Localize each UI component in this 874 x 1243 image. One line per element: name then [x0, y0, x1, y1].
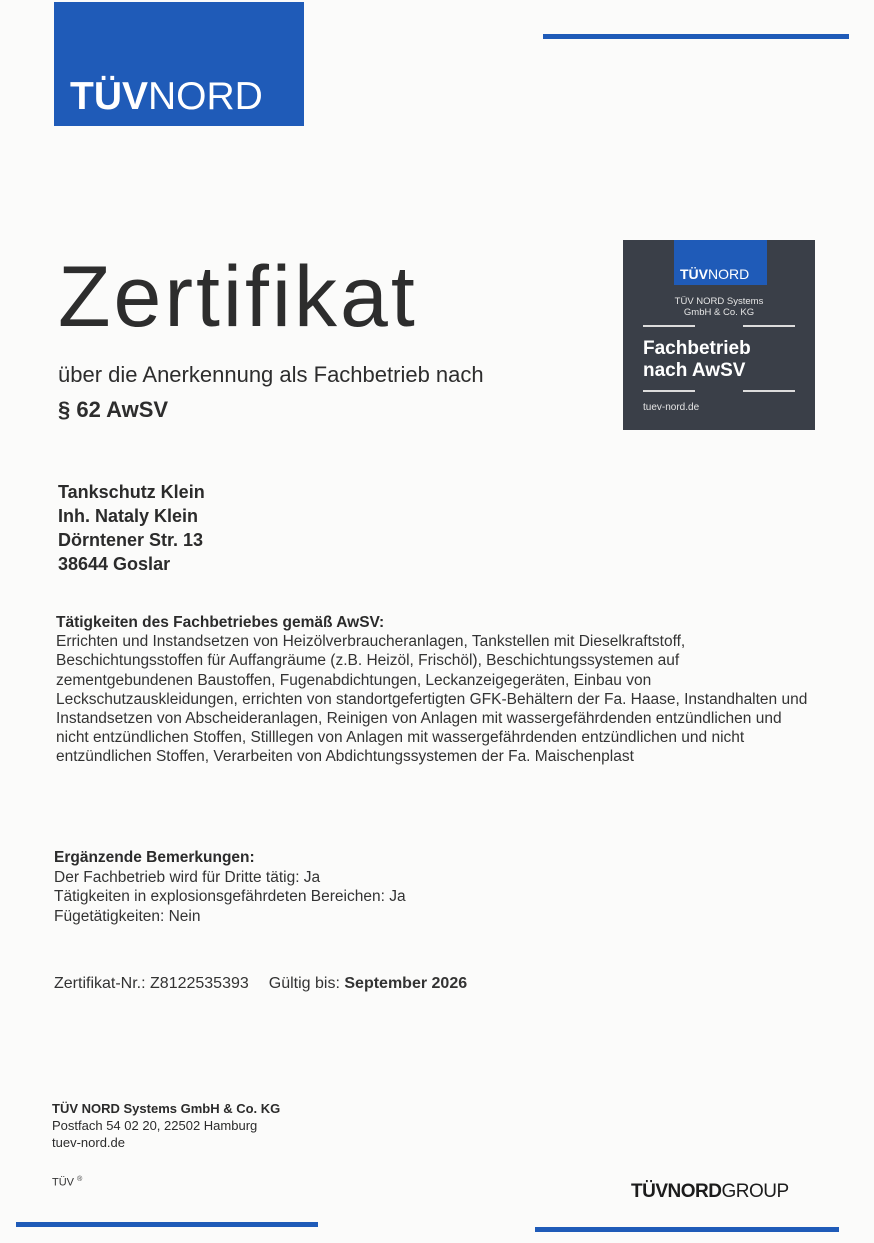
bottom-accent-bar-right [535, 1227, 839, 1232]
seal-divider [643, 325, 695, 327]
cert-number-label: Zertifikat-Nr.: [54, 975, 146, 992]
recipient-owner: Inh. Nataly Klein [58, 506, 199, 526]
issuer-url: tuev-nord.de [52, 1135, 125, 1150]
remark-line: Tätigkeiten in explosionsgefährdeten Bereichen: Ja [54, 888, 406, 905]
page-title: Zertifikat [58, 249, 418, 345]
issuer-block [52, 1100, 280, 1151]
remarks-section [54, 848, 654, 926]
activities-heading: Tätigkeiten des Fachbetriebes gemäß AwSV: [56, 614, 385, 631]
remarks-heading: Ergänzende Bemerkungen: [54, 849, 255, 866]
certification-seal [623, 240, 815, 430]
remark-line: Der Fachbetrieb wird für Dritte tätig: Ja [54, 868, 321, 886]
recipient-street: Dörntener Str. 13 [58, 530, 204, 550]
issuer-address: Postfach 54 02 20, 22502 Hamburg [52, 1118, 258, 1133]
seal-divider [643, 390, 695, 392]
tuv-nord-group-logo: TÜVNORDGROUP [631, 1181, 789, 1202]
tuv-nord-logo [54, 2, 304, 126]
valid-until: September 2026 [344, 975, 468, 992]
issuer-name: TÜV NORD Systems GmbH & Co. KG [52, 1101, 281, 1116]
valid-label: Gültig bis: [268, 975, 340, 992]
recipient-address [58, 480, 205, 576]
seal-logo-wordmark: TÜVNORD [680, 266, 750, 282]
seal-company: TÜV NORD Systems GmbH & Co. KG [674, 296, 764, 318]
recipient-city: 38644 Goslar [58, 554, 171, 574]
certificate-subtitle: über die Anerkennung als Fachbetrieb nach [58, 362, 484, 387]
cert-number: Z8122535393 [150, 975, 249, 992]
logo-wordmark: TÜVNORD [70, 75, 263, 118]
recipient-name: Tankschutz Klein [58, 482, 205, 502]
seal-url: tuev-nord.de [643, 402, 700, 413]
top-accent-bar [543, 34, 849, 39]
activities-section [56, 613, 816, 767]
bottom-accent-bar-left [16, 1222, 318, 1227]
remark-line: Fügetätigkeiten: Nein [54, 907, 201, 925]
seal-badge-text: Fachbetrieb nach AwSV [643, 338, 751, 381]
certificate-info [54, 975, 467, 993]
seal-divider [743, 390, 795, 392]
seal-logo [674, 240, 767, 285]
law-reference: § 62 AwSV [58, 397, 169, 422]
seal-divider [743, 325, 795, 327]
tuv-trademark: TÜV ® [52, 1176, 83, 1189]
activities-text: Errichten und Instandsetzen von Heizölverbraucheranlagen, Tankstellen mit Dieselkraftstoff, Beschichtungsstoffen für Auffangräume (z.B. Heizöl, Frischöl), Beschichtungssystemen auf zementgebundenen Baustoffen, Fugenabdichtungen, Leckanzeigegeräten, Einbau von Leckschutzauskleidungen, errichten von standortgefertigten GFK-Behältern der Fa. Haase, Instandhalten und Instandsetzen von Abscheideranlagen, Reinigen von Anlagen mit wassergefährdenden entzündlichen und nicht entzündlichen Stoffen, Stilllegen von Anlagen mit wassergefährdenden entzündlichen und nicht entzündlichen Stoffen, Verarbeiten von Abdichtungssystemen der Fa. Maischenplast [56, 633, 808, 766]
